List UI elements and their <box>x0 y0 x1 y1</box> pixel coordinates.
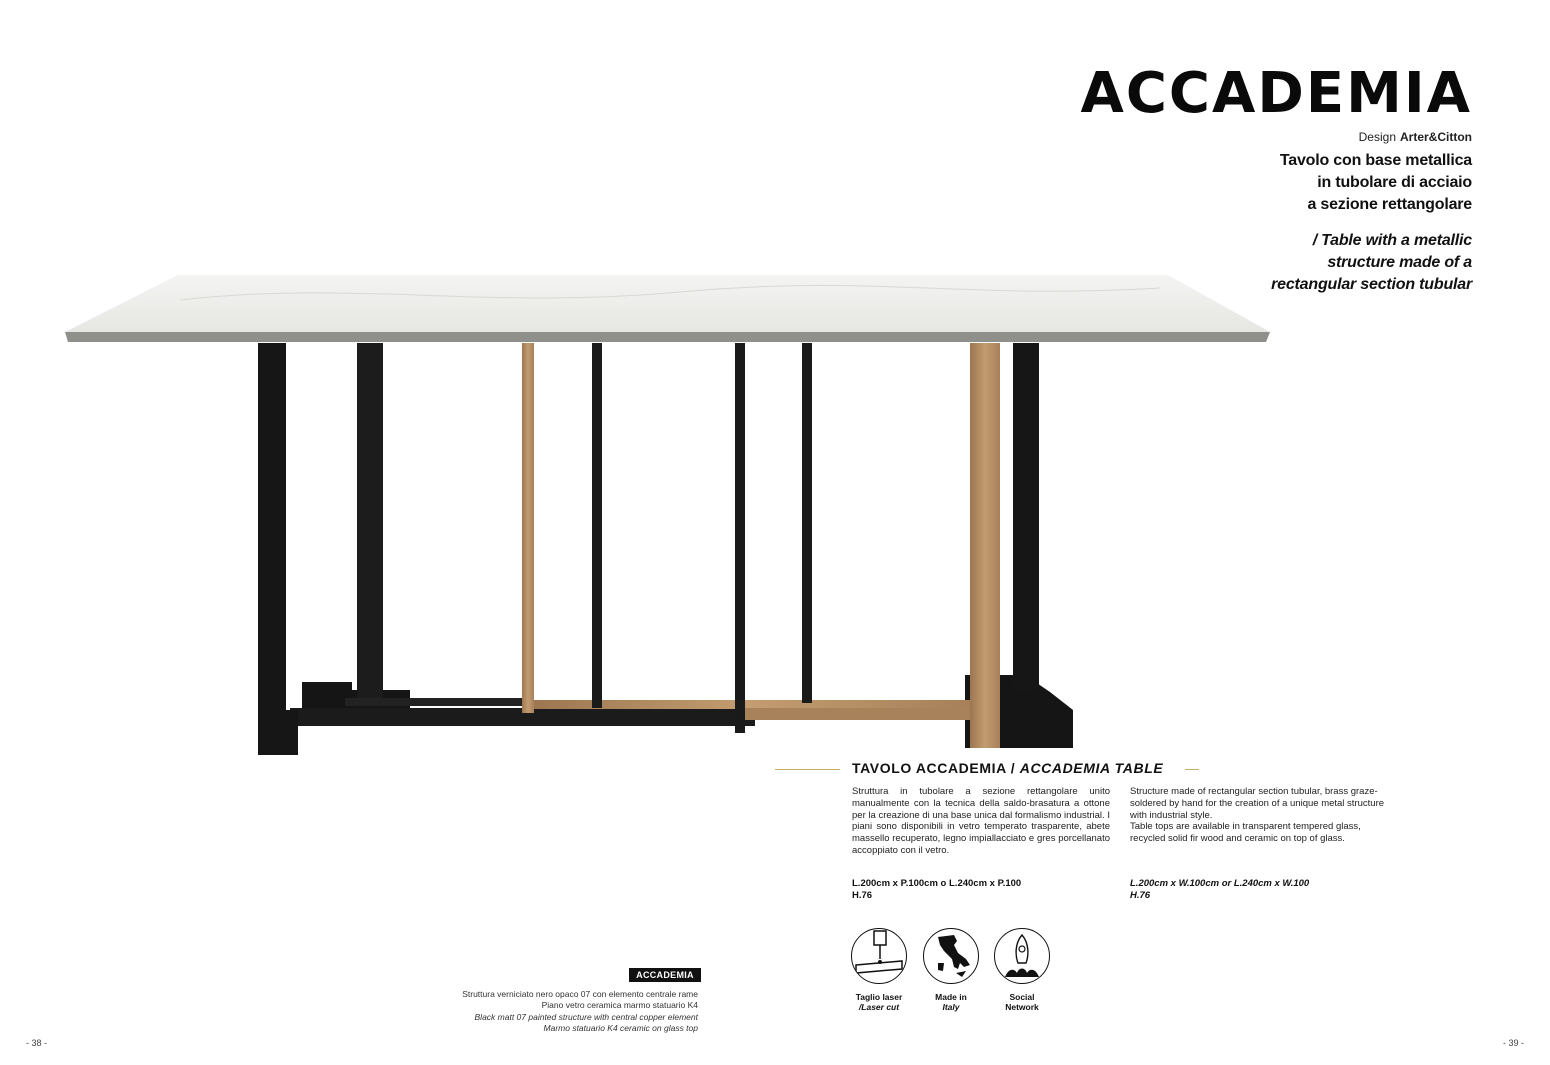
rocket-icon <box>994 928 1050 984</box>
table-leg <box>1013 343 1039 693</box>
table-leg <box>592 343 602 708</box>
icon-label-line: Network <box>1005 1002 1039 1012</box>
icon-label-line: Made in <box>935 992 967 1002</box>
icon-label-line: /Laser cut <box>858 1002 900 1012</box>
designer-line <box>1359 130 1472 144</box>
table-leg <box>357 343 383 698</box>
section-heading <box>775 760 1205 778</box>
icon-label-line: Italy <box>942 1002 960 1012</box>
description-en-para: Table tops are available in transparent tempered glass, recycled solid fir wood and ceramic on top of glass. <box>1130 821 1361 845</box>
description-en-para: Structure made of rectangular section tubular, brass graze-soldered by hand for the creation of a unique metal structure with industrial style. <box>1130 786 1385 821</box>
social-network-label <box>992 992 1052 1012</box>
section-heading-text <box>852 760 1163 776</box>
table-leg <box>258 343 286 755</box>
product-title: ACCADEMIA <box>1080 61 1472 126</box>
italy-map-icon <box>923 928 979 984</box>
base-rail-brass-front <box>740 708 985 720</box>
icon-label-line: Taglio laser <box>855 992 903 1002</box>
table-leg <box>802 343 812 703</box>
caption-line: Black matt 07 painted structure with central copper element <box>474 1012 698 1022</box>
base-rail-upper <box>345 698 525 706</box>
table-leg <box>735 343 745 733</box>
description-english <box>1130 786 1392 845</box>
designer-name: Arter&Citton <box>1400 130 1472 144</box>
subtitle-it-line: a sezione rettangolare <box>1307 196 1472 213</box>
subtitle-italian <box>1280 150 1472 216</box>
heading-rule-left <box>775 769 840 770</box>
table-illustration <box>60 270 1280 760</box>
heading-en: ACCADEMIA TABLE <box>1019 760 1164 776</box>
heading-it: TAVOLO ACCADEMIA / <box>852 760 1020 776</box>
dimensions-it-text: L.200cm x P.100cm o L.240cm x P.100 <box>852 878 1022 889</box>
made-in-italy-badge <box>921 928 981 1012</box>
laser-cut-badge <box>849 928 909 1012</box>
icon-label-line: Social <box>1009 992 1035 1002</box>
subtitle-en-line: structure made of a <box>1327 254 1472 271</box>
marble-edge <box>65 332 1270 342</box>
caption-english <box>475 1012 698 1033</box>
height-en-text: H.76 <box>1130 890 1151 901</box>
subtitle-en-line: rectangular section tubular <box>1271 276 1472 293</box>
laser-cut-icon <box>851 928 907 984</box>
subtitle-en-line: / Table with a metallic <box>1312 232 1472 249</box>
height-it-text: H.76 <box>852 890 873 901</box>
social-network-badge <box>992 928 1052 1012</box>
caption-line: Struttura verniciato nero opaco 07 con elemento centrale rame <box>462 989 698 999</box>
dimensions-italian <box>852 878 1021 902</box>
page-number-right: - 39 - <box>1502 1038 1524 1048</box>
caption-italian <box>462 989 698 1010</box>
subtitle-it-line: Tavolo con base metallica <box>1279 152 1472 169</box>
foot-plate <box>258 710 298 755</box>
subtitle-english <box>1271 230 1472 296</box>
subtitle-it-line: in tubolare di acciaio <box>1317 174 1472 191</box>
table-leg <box>970 343 1000 748</box>
dimensions-en-text: L.200cm x W.100cm or L.240cm x W.100 <box>1130 878 1310 889</box>
caption-line: Piano vetro ceramica marmo statuario K4 <box>541 999 698 1010</box>
laser-cut-label <box>849 992 909 1012</box>
heading-rule-right <box>1185 769 1199 770</box>
table-leg <box>522 343 534 713</box>
caption-line: Marmo statuario K4 ceramic on glass top <box>543 1022 698 1033</box>
caption-tag: ACCADEMIA <box>629 968 701 982</box>
description-italian: Struttura in tubolare a sezione rettangolare unito manualmente con la tecnica della saldo-brasatura a ottone per la creazione di una base unica dal formalismo industrial. I piani sono disponibili in vetro temperato trasparente, abete massello recuperato, legno impiallacciato e gres porcellanato accoppiato con il vetro. <box>852 786 1110 856</box>
page-number-left: - 38 - <box>26 1038 48 1048</box>
design-label: Design <box>1358 130 1396 144</box>
dimensions-english <box>1130 878 1309 902</box>
made-in-italy-label <box>921 992 981 1012</box>
marble-top <box>65 275 1270 332</box>
